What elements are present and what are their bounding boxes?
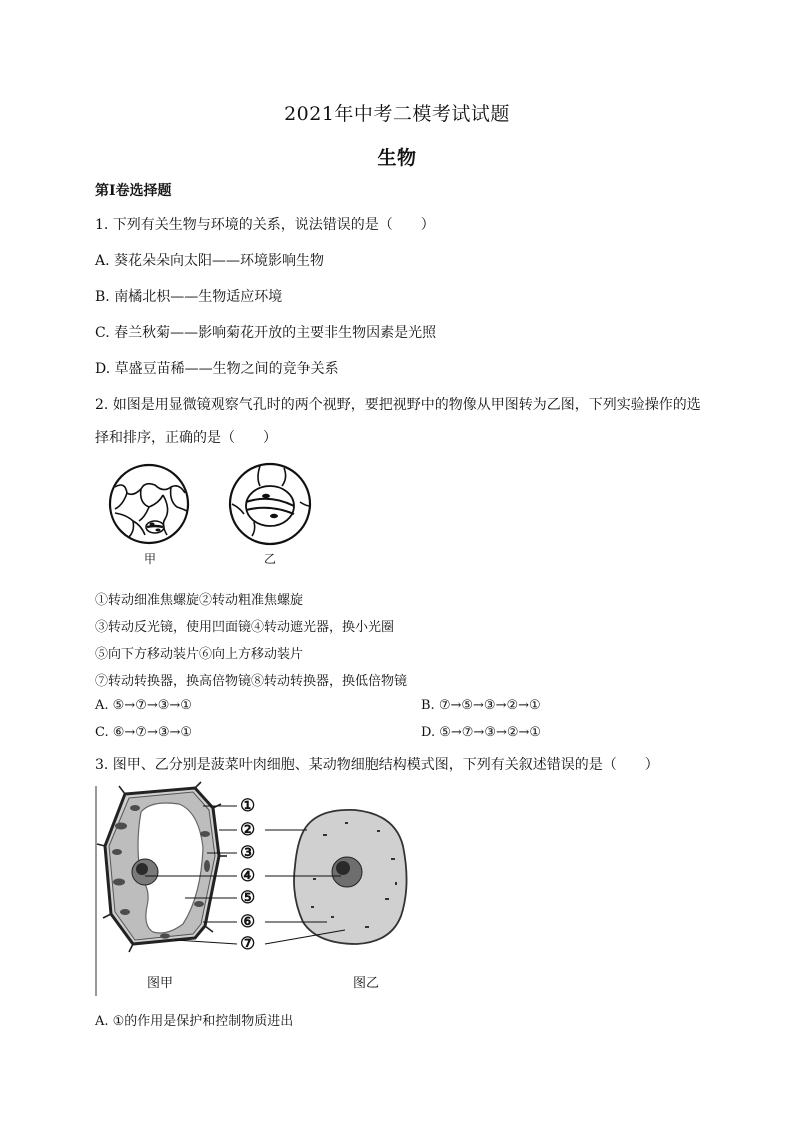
- q2-step-line1: ①转动细准焦螺旋②转动粗准焦螺旋: [95, 593, 304, 608]
- q2-option-a: A. ⑤→⑦→③→①: [95, 698, 192, 713]
- cell-marker-1: ①: [240, 796, 256, 816]
- cell-marker-6: ⑥: [240, 912, 256, 932]
- q2-stem-line2: 择和排序，正确的是（ ）: [95, 430, 277, 446]
- microscope-view-jia-figure: [105, 463, 195, 547]
- q2-step-line4: ⑦转动转换器，换高倍物镜⑧转动转换器，换低倍物镜: [95, 674, 408, 689]
- q1-option-d: D. 草盛豆苗稀——生物之间的竞争关系: [95, 361, 339, 377]
- q2-step-line3: ⑤向下方移动装片⑥向上方移动装片: [95, 647, 304, 662]
- figure-label-tuyi: 图乙: [352, 976, 379, 991]
- q1-option-c: C. 春兰秋菊——影响菊花开放的主要非生物因素是光照: [95, 325, 437, 341]
- q3-option-a: A. ①的作用是保护和控制物质进出: [95, 1014, 294, 1029]
- q2-option-c: C. ⑥→⑦→③→①: [95, 725, 193, 740]
- figure-label-yi: 乙: [263, 552, 276, 566]
- microscope-view-yi-figure: [226, 460, 316, 546]
- q1-option-b: B. 南橘北枳——生物适应环境: [95, 289, 283, 305]
- q1-stem: 1. 下列有关生物与环境的关系，说法错误的是（ ）: [95, 217, 435, 233]
- cell-marker-7: ⑦: [240, 934, 256, 954]
- q2-stem-line1: 2. 如图是用显微镜观察气孔时的两个视野，要把视野中的物像从甲图转为乙图，下列实验操作的选: [95, 397, 701, 413]
- cell-marker-4: ④: [240, 866, 256, 886]
- section-heading: 第I卷选择题: [95, 183, 172, 199]
- figure-label-jia: 甲: [143, 552, 156, 566]
- cell-marker-3: ③: [240, 843, 256, 863]
- figure-label-tujia: 图甲: [146, 976, 173, 991]
- q1-option-a: A. 葵花朵朵向太阳——环境影响生物: [95, 253, 325, 269]
- subject-title: 生物: [377, 147, 417, 169]
- cell-marker-5: ⑤: [240, 888, 256, 908]
- cell-marker-2: ②: [240, 820, 256, 840]
- exam-title: 2021年中考二模考试试题: [284, 103, 510, 125]
- q2-step-line2: ③转动反光镜，使用凹面镜④转动遮光器，换小光圈: [95, 620, 395, 635]
- q2-option-b: B. ⑦→⑤→③→②→①: [421, 698, 541, 713]
- q2-option-d: D. ⑤→⑦→③→②→①: [421, 725, 542, 740]
- q3-stem: 3. 图甲、乙分别是菠菜叶肉细胞、某动物细胞结构模式图，下列有关叙述错误的是（ ）: [95, 757, 659, 773]
